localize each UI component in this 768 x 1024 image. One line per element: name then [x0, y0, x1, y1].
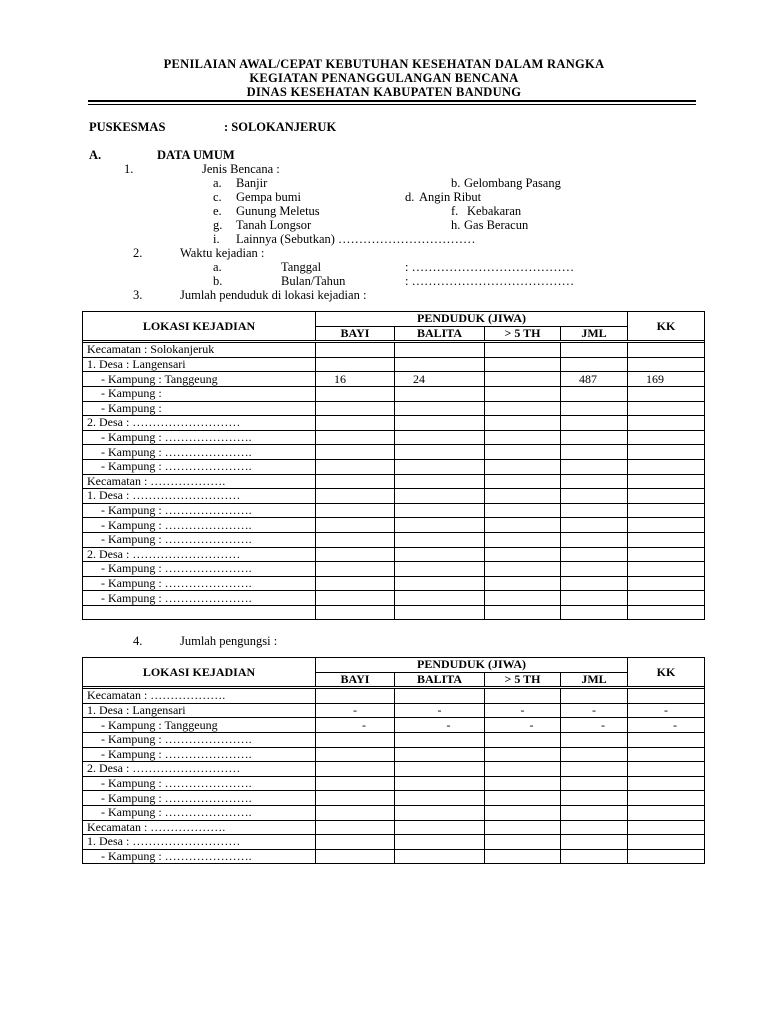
- cell-bayi: [316, 776, 395, 791]
- item-3-number: 3.: [133, 288, 143, 302]
- cell-kk: [628, 532, 705, 547]
- cell-gt5: [485, 791, 561, 806]
- date-value: : …………………………………: [405, 260, 575, 274]
- cell-jml: [561, 562, 628, 577]
- cell-lokasi: [83, 605, 316, 620]
- cell-gt5: [485, 372, 561, 387]
- cell-kk: [628, 489, 705, 504]
- title-line-1: PENILAIAN AWAL/CEPAT KEBUTUHAN KESEHATAN DALAM RANGKA: [163, 57, 605, 71]
- cell-jml: [561, 591, 628, 606]
- cell-lokasi: Kecamatan : Solokanjeruk: [83, 343, 316, 358]
- header-kk: KK: [628, 312, 705, 341]
- cell-lokasi: - Kampung : ………………….: [83, 430, 316, 445]
- cell-gt5: [485, 547, 561, 562]
- cell-lokasi: Kecamatan : ……………….: [83, 474, 316, 489]
- cell-kk: [628, 605, 705, 620]
- cell-lokasi: - Kampung : ………………….: [83, 791, 316, 806]
- option-b-text: Gelombang Pasang: [464, 176, 561, 190]
- cell-lokasi: Kecamatan : ……………….: [83, 820, 316, 835]
- cell-bayi: [316, 605, 395, 620]
- population-table: [82, 311, 705, 620]
- cell-kk: [628, 732, 705, 747]
- table-row: [83, 503, 705, 518]
- cell-gt5: [485, 689, 561, 704]
- title-line-3: DINAS KESEHATAN KABUPATEN BANDUNG: [246, 85, 522, 99]
- cell-lokasi: 1. Desa : Langensari: [83, 703, 316, 718]
- table-row: [83, 791, 705, 806]
- table-row: [83, 591, 705, 606]
- cell-bayi: [316, 689, 395, 704]
- refugee-table: [82, 657, 705, 864]
- table-row: [83, 518, 705, 533]
- cell-jml: [561, 416, 628, 431]
- option-f-key: f.: [451, 204, 459, 218]
- table-row: [83, 459, 705, 474]
- header-bayi: BAYI: [316, 326, 395, 341]
- cell-gt5: [485, 732, 561, 747]
- cell-balita: [395, 474, 485, 489]
- cell-bayi: 16: [316, 372, 395, 387]
- table-row: [83, 357, 705, 372]
- cell-jml: [561, 762, 628, 777]
- cell-jml: [561, 776, 628, 791]
- cell-gt5: [485, 474, 561, 489]
- cell-bayi: [316, 503, 395, 518]
- cell-gt5: [485, 835, 561, 850]
- header-penduduk: PENDUDUK (JIWA): [316, 658, 628, 673]
- cell-jml: [561, 459, 628, 474]
- cell-gt5: -: [485, 718, 561, 733]
- cell-balita: [395, 591, 485, 606]
- cell-balita: [395, 762, 485, 777]
- cell-jml: [561, 401, 628, 416]
- cell-lokasi: - Kampung : ………………….: [83, 732, 316, 747]
- cell-jml: [561, 547, 628, 562]
- header-lokasi: LOKASI KEJADIAN: [83, 312, 316, 341]
- cell-jml: [561, 386, 628, 401]
- cell-kk: 169: [628, 372, 705, 387]
- cell-bayi: [316, 518, 395, 533]
- cell-gt5: [485, 532, 561, 547]
- cell-jml: [561, 820, 628, 835]
- month-year-label: Bulan/Tahun: [281, 274, 346, 288]
- table-row: [83, 532, 705, 547]
- table-row: [83, 820, 705, 835]
- cell-balita: -: [395, 703, 485, 718]
- cell-lokasi: - Kampung : ………………….: [83, 849, 316, 864]
- cell-kk: [628, 776, 705, 791]
- option-f-text: Kebakaran: [467, 204, 522, 218]
- cell-lokasi: 1. Desa : ………………………: [83, 835, 316, 850]
- cell-bayi: [316, 430, 395, 445]
- cell-kk: [628, 689, 705, 704]
- cell-jml: [561, 474, 628, 489]
- cell-lokasi: Kecamatan : ……………….: [83, 689, 316, 704]
- cell-lokasi: 1. Desa : ………………………: [83, 489, 316, 504]
- cell-kk: [628, 591, 705, 606]
- cell-bayi: [316, 762, 395, 777]
- table-row: [83, 562, 705, 577]
- table-row: [83, 762, 705, 777]
- cell-gt5: [485, 518, 561, 533]
- cell-gt5: [485, 762, 561, 777]
- option-e-key: e.: [213, 204, 222, 218]
- cell-gt5: [485, 386, 561, 401]
- cell-lokasi: 1. Desa : Langensari: [83, 357, 316, 372]
- item-4-number: 4.: [133, 634, 143, 648]
- table-row: [83, 835, 705, 850]
- cell-kk: [628, 503, 705, 518]
- cell-kk: [628, 791, 705, 806]
- table-row: [83, 703, 705, 718]
- cell-lokasi: - Kampung : Tanggeung: [83, 372, 316, 387]
- cell-balita: [395, 605, 485, 620]
- table-row: [83, 489, 705, 504]
- option-g-key: g.: [213, 218, 223, 232]
- table-row: [83, 689, 705, 704]
- cell-bayi: [316, 562, 395, 577]
- cell-jml: [561, 430, 628, 445]
- puskesmas-value: : SOLOKANJERUK: [224, 120, 337, 134]
- cell-gt5: [485, 849, 561, 864]
- cell-kk: [628, 474, 705, 489]
- month-year-value: : …………………………………: [405, 274, 575, 288]
- cell-lokasi: - Kampung : ………………….: [83, 518, 316, 533]
- cell-kk: [628, 343, 705, 358]
- header-balita: BALITA: [395, 672, 485, 687]
- cell-kk: [628, 835, 705, 850]
- header-lokasi: LOKASI KEJADIAN: [83, 658, 316, 687]
- cell-lokasi: 2. Desa : ………………………: [83, 547, 316, 562]
- cell-bayi: -: [316, 703, 395, 718]
- option-h-text: Gas Beracun: [464, 218, 529, 232]
- option-a-text: Banjir: [236, 176, 268, 190]
- cell-kk: [628, 747, 705, 762]
- cell-balita: [395, 459, 485, 474]
- header-rule-thick: [88, 100, 696, 102]
- cell-balita: [395, 430, 485, 445]
- option-h-key: h.: [451, 218, 461, 232]
- cell-gt5: [485, 562, 561, 577]
- cell-gt5: -: [485, 703, 561, 718]
- cell-jml: [561, 503, 628, 518]
- header-jml: JML: [561, 326, 628, 341]
- cell-jml: -: [561, 718, 628, 733]
- cell-bayi: [316, 791, 395, 806]
- cell-lokasi: 2. Desa : ………………………: [83, 762, 316, 777]
- cell-lokasi: - Kampung :: [83, 386, 316, 401]
- cell-kk: [628, 849, 705, 864]
- cell-lokasi: - Kampung : ………………….: [83, 562, 316, 577]
- cell-kk: -: [628, 718, 705, 733]
- cell-balita: [395, 576, 485, 591]
- cell-gt5: [485, 459, 561, 474]
- cell-jml: [561, 732, 628, 747]
- cell-balita: 24: [395, 372, 485, 387]
- cell-jml: [561, 357, 628, 372]
- cell-balita: [395, 357, 485, 372]
- cell-lokasi: 2. Desa : ………………………: [83, 416, 316, 431]
- cell-balita: [395, 445, 485, 460]
- cell-lokasi: - Kampung : ………………….: [83, 503, 316, 518]
- cell-jml: [561, 835, 628, 850]
- cell-bayi: [316, 747, 395, 762]
- cell-balita: -: [395, 718, 485, 733]
- cell-bayi: [316, 805, 395, 820]
- cell-lokasi: - Kampung : ………………….: [83, 805, 316, 820]
- cell-balita: [395, 401, 485, 416]
- cell-bayi: [316, 820, 395, 835]
- cell-jml: [561, 849, 628, 864]
- item-2-label: Waktu kejadian :: [180, 246, 265, 260]
- cell-jml: [561, 689, 628, 704]
- option-a-key: a.: [213, 176, 222, 190]
- cell-bayi: [316, 489, 395, 504]
- cell-balita: [395, 776, 485, 791]
- cell-gt5: [485, 357, 561, 372]
- cell-gt5: [485, 605, 561, 620]
- cell-kk: [628, 401, 705, 416]
- cell-gt5: [485, 416, 561, 431]
- cell-kk: [628, 562, 705, 577]
- cell-jml: [561, 343, 628, 358]
- cell-bayi: [316, 343, 395, 358]
- table-row: [83, 430, 705, 445]
- header-balita: BALITA: [395, 326, 485, 341]
- cell-kk: [628, 762, 705, 777]
- cell-gt5: [485, 776, 561, 791]
- cell-kk: -: [628, 703, 705, 718]
- item-2-number: 2.: [133, 246, 143, 260]
- cell-jml: [561, 791, 628, 806]
- cell-balita: [395, 849, 485, 864]
- cell-balita: [395, 489, 485, 504]
- option-c-text: Gempa bumi: [236, 190, 301, 204]
- cell-kk: [628, 386, 705, 401]
- cell-kk: [628, 430, 705, 445]
- cell-bayi: [316, 547, 395, 562]
- cell-bayi: [316, 401, 395, 416]
- table-row: [83, 386, 705, 401]
- cell-jml: [561, 805, 628, 820]
- cell-lokasi: - Kampung : ………………….: [83, 776, 316, 791]
- cell-jml: [561, 445, 628, 460]
- cell-bayi: [316, 576, 395, 591]
- cell-kk: [628, 805, 705, 820]
- cell-balita: [395, 343, 485, 358]
- cell-balita: [395, 518, 485, 533]
- cell-jml: [561, 605, 628, 620]
- header-kk: KK: [628, 658, 705, 687]
- puskesmas-label: PUSKESMAS: [89, 120, 166, 134]
- header-gt5: > 5 TH: [485, 326, 561, 341]
- title-line-2: KEGIATAN PENANGGULANGAN BENCANA: [249, 71, 519, 85]
- cell-gt5: [485, 445, 561, 460]
- cell-lokasi: - Kampung : ………………….: [83, 459, 316, 474]
- table-row: [83, 547, 705, 562]
- date-key: a.: [213, 260, 222, 274]
- item-4-label: Jumlah pengungsi :: [180, 634, 278, 648]
- cell-kk: [628, 416, 705, 431]
- cell-balita: [395, 503, 485, 518]
- table-row: [83, 416, 705, 431]
- cell-bayi: [316, 357, 395, 372]
- cell-bayi: [316, 835, 395, 850]
- cell-lokasi: - Kampung : ………………….: [83, 747, 316, 762]
- section-title: DATA UMUM: [157, 148, 235, 162]
- cell-jml: [561, 532, 628, 547]
- cell-balita: [395, 416, 485, 431]
- cell-kk: [628, 576, 705, 591]
- cell-jml: [561, 747, 628, 762]
- cell-bayi: [316, 732, 395, 747]
- cell-jml: [561, 489, 628, 504]
- item-1-label: Jenis Bencana :: [202, 162, 280, 176]
- cell-balita: [395, 805, 485, 820]
- cell-balita: [395, 791, 485, 806]
- cell-bayi: [316, 459, 395, 474]
- cell-balita: [395, 732, 485, 747]
- cell-lokasi: - Kampung : ………………….: [83, 576, 316, 591]
- cell-gt5: [485, 503, 561, 518]
- item-3-label: Jumlah penduduk di lokasi kejadian :: [180, 288, 367, 302]
- table-row: [83, 605, 705, 620]
- cell-kk: [628, 547, 705, 562]
- option-c-key: c.: [213, 190, 222, 204]
- cell-jml: [561, 576, 628, 591]
- cell-kk: [628, 820, 705, 835]
- cell-gt5: [485, 591, 561, 606]
- cell-balita: [395, 820, 485, 835]
- table-row: [83, 372, 705, 387]
- month-year-key: b.: [213, 274, 223, 288]
- header-jml: JML: [561, 672, 628, 687]
- option-g-text: Tanah Longsor: [236, 218, 312, 232]
- table-row: [83, 849, 705, 864]
- table-row: [83, 445, 705, 460]
- option-e-text: Gunung Meletus: [236, 204, 320, 218]
- table-row: [83, 401, 705, 416]
- cell-gt5: [485, 820, 561, 835]
- cell-kk: [628, 445, 705, 460]
- cell-lokasi: - Kampung :: [83, 401, 316, 416]
- cell-bayi: [316, 532, 395, 547]
- cell-gt5: [485, 430, 561, 445]
- cell-gt5: [485, 401, 561, 416]
- cell-lokasi: - Kampung : ………………….: [83, 445, 316, 460]
- cell-balita: [395, 747, 485, 762]
- header-rule-thin: [88, 104, 696, 105]
- table-row: [83, 805, 705, 820]
- cell-bayi: [316, 849, 395, 864]
- cell-balita: [395, 547, 485, 562]
- header-penduduk: PENDUDUK (JIWA): [316, 312, 628, 327]
- cell-bayi: [316, 474, 395, 489]
- cell-balita: [395, 386, 485, 401]
- cell-balita: [395, 835, 485, 850]
- option-d-text: Angin Ribut: [419, 190, 482, 204]
- cell-gt5: [485, 805, 561, 820]
- cell-gt5: [485, 343, 561, 358]
- table-row: [83, 732, 705, 747]
- cell-lokasi: - Kampung : ………………….: [83, 532, 316, 547]
- cell-kk: [628, 357, 705, 372]
- cell-balita: [395, 562, 485, 577]
- section-letter: A.: [89, 148, 102, 162]
- cell-gt5: [485, 576, 561, 591]
- item-1-number: 1.: [124, 162, 134, 176]
- cell-bayi: [316, 416, 395, 431]
- cell-jml: 487: [561, 372, 628, 387]
- cell-lokasi: - Kampung : ………………….: [83, 591, 316, 606]
- cell-lokasi: - Kampung : Tanggeung: [83, 718, 316, 733]
- cell-balita: [395, 689, 485, 704]
- table-row: [83, 718, 705, 733]
- option-b-key: b.: [451, 176, 461, 190]
- cell-jml: [561, 518, 628, 533]
- cell-kk: [628, 459, 705, 474]
- option-d-key: d.: [405, 190, 415, 204]
- table-row: [83, 747, 705, 762]
- option-i-key: i.: [213, 232, 220, 246]
- date-label: Tanggal: [281, 260, 322, 274]
- cell-bayi: [316, 591, 395, 606]
- cell-kk: [628, 518, 705, 533]
- header-gt5: > 5 TH: [485, 672, 561, 687]
- option-i-text: Lainnya (Sebutkan) ……………………………: [236, 232, 476, 246]
- table-row: [83, 776, 705, 791]
- cell-bayi: [316, 445, 395, 460]
- cell-balita: [395, 532, 485, 547]
- header-bayi: BAYI: [316, 672, 395, 687]
- table-row: [83, 576, 705, 591]
- cell-bayi: -: [316, 718, 395, 733]
- cell-gt5: [485, 489, 561, 504]
- cell-gt5: [485, 747, 561, 762]
- cell-bayi: [316, 386, 395, 401]
- table-row: [83, 343, 705, 358]
- table-row: [83, 474, 705, 489]
- cell-jml: -: [561, 703, 628, 718]
